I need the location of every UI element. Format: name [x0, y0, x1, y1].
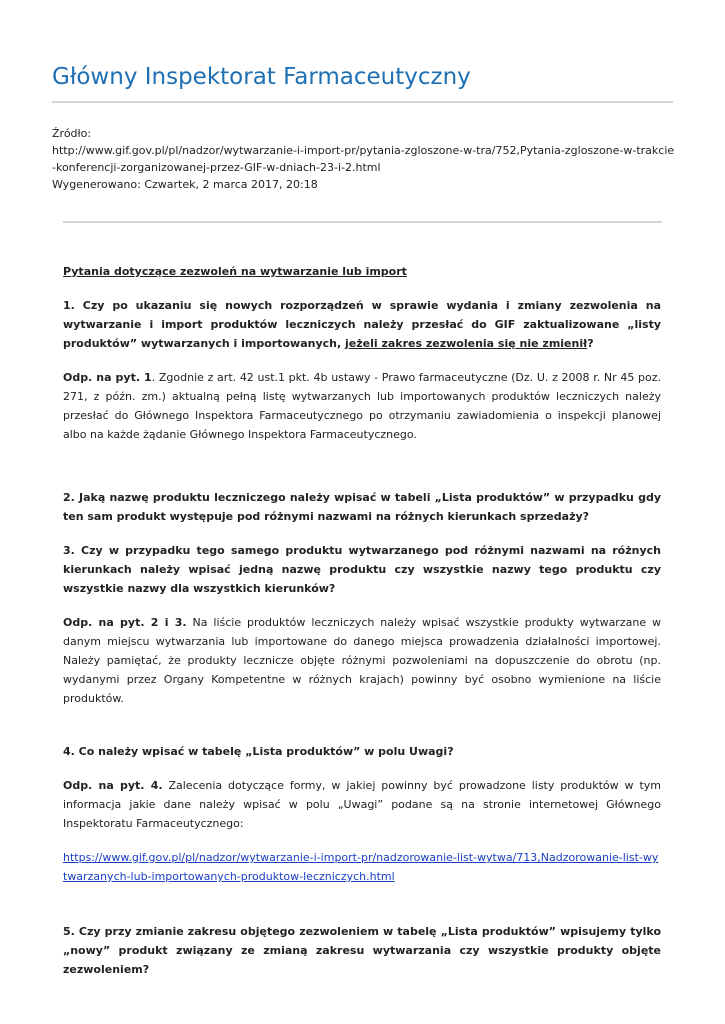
answer-2-3-text: Na liście produktów leczniczych należy wpisać wszystkie produkty wytwarzane w danym miejscu wytwarzania lub importowane do danego miejsca prowadzenia działalności importowej. Należy pamiętać, że produkty lecznicze objęte różnymi pozwoleniami na dopuszczenie do obrotu (np. wydanymi przez Organy Kompetentne w różnych krajach) powinny być osobno wymienione na liście produktów. [63, 616, 662, 705]
answer-2-3 [63, 613, 661, 708]
generated-date: Wygenerowano: Czwartek, 2 marca 2017, 20:18 [52, 178, 318, 191]
answer-1-text: . Zgodnie z art. 42 ust.1 pkt. 4b ustawy - Prawo farmaceutyczne (Dz. U. z 2008 r. Nr 45 poz. 271, z późn. zm.) aktualną pełną listę wytwarzanych lub importowanych produktów leczniczych należy przesłać do Głównego Inspektora Farmaceutycznego po otrzymaniu zawiadomienia o inspekcji planowej albo na każde żądanie Głównego Inspektora Farmaceutycznego. [63, 371, 662, 441]
source-url: http://www.gif.gov.pl/pl/nadzor/wytwarzanie-i-import-pr/pytania-zgloszone-w-tra/752,Pytania-zgloszone-w-trakcie-konferencji-zorganizowanej-przez-GIF-w-dniach-23-i-2.html [52, 144, 675, 174]
question-1 [63, 296, 661, 353]
site-title: Główny Inspektorat Farmaceutyczny [52, 64, 471, 90]
answer-4-link[interactable]: https://www.gif.gov.pl/pl/nadzor/wytwarzanie-i-import-pr/nadzorowanie-list-wytwa/713,Nadzorowanie-list-wytwarzanych-lub-importowanych-produktow-leczniczych.html [63, 851, 659, 883]
answer-4 [63, 776, 661, 833]
answer-1 [63, 368, 661, 444]
article-body [63, 262, 661, 979]
question-1-text: 1. Czy po ukazaniu się nowych rozporządzeń w sprawie wydania i zmiany zezwolenia na wytwarzanie i import produktów leczniczych należy przesłać do GIF zaktualizowane „listy produktów” wytwarzanych i importowanych, [63, 299, 661, 350]
source-label: Źródło: [52, 127, 92, 140]
question-3: 3. Czy w przypadku tego samego produktu wytwarzanego pod różnymi nazwami na różnych kierunkach należy wpisać jedną nazwę produktu czy wszystkie nazwy tego produktu czy wszystkie nazwy dla wszystkich kierunków? [63, 544, 661, 595]
answer-4-label: Odp. na pyt. 4. [63, 779, 163, 792]
question-1-end: ? [587, 337, 594, 350]
question-2: 2. Jaką nazwę produktu leczniczego należy wpisać w tabeli „Lista produktów” w przypadku gdy ten sam produkt występuje pod różnymi nazwami na różnych kierunkach sprzedaży? [63, 491, 661, 523]
source-meta [52, 125, 677, 193]
header-divider [52, 101, 673, 103]
answer-1-label: Odp. na pyt. 1 [63, 371, 152, 384]
section-heading: Pytania dotyczące zezwoleń na wytwarzanie lub import [63, 265, 407, 278]
answer-4-text: Zalecenia dotyczące formy, w jakiej powinny być prowadzone listy produktów w tym informacja jakie dane należy wpisać w polu „Uwagi” podane są na stronie internetowej Głównego Inspektoratu Farmaceutycznego: [63, 779, 661, 830]
question-1-underlined: jeżeli zakres zezwolenia się nie zmienił [344, 337, 588, 350]
answer-2-3-label: Odp. na pyt. 2 i 3. [63, 616, 187, 629]
content-divider [63, 221, 662, 223]
question-4: 4. Co należy wpisać w tabelę „Lista produktów” w polu Uwagi? [63, 745, 454, 758]
question-5: 5. Czy przy zmianie zakresu objętego zezwoleniem w tabelę „Lista produktów” wpisujemy tylko „nowy” produkt związany ze zmianą zakresu wytwarzania czy wszystkie produkty objęte zezwoleniem? [63, 925, 661, 976]
answer-4-link-paragraph [63, 848, 661, 886]
